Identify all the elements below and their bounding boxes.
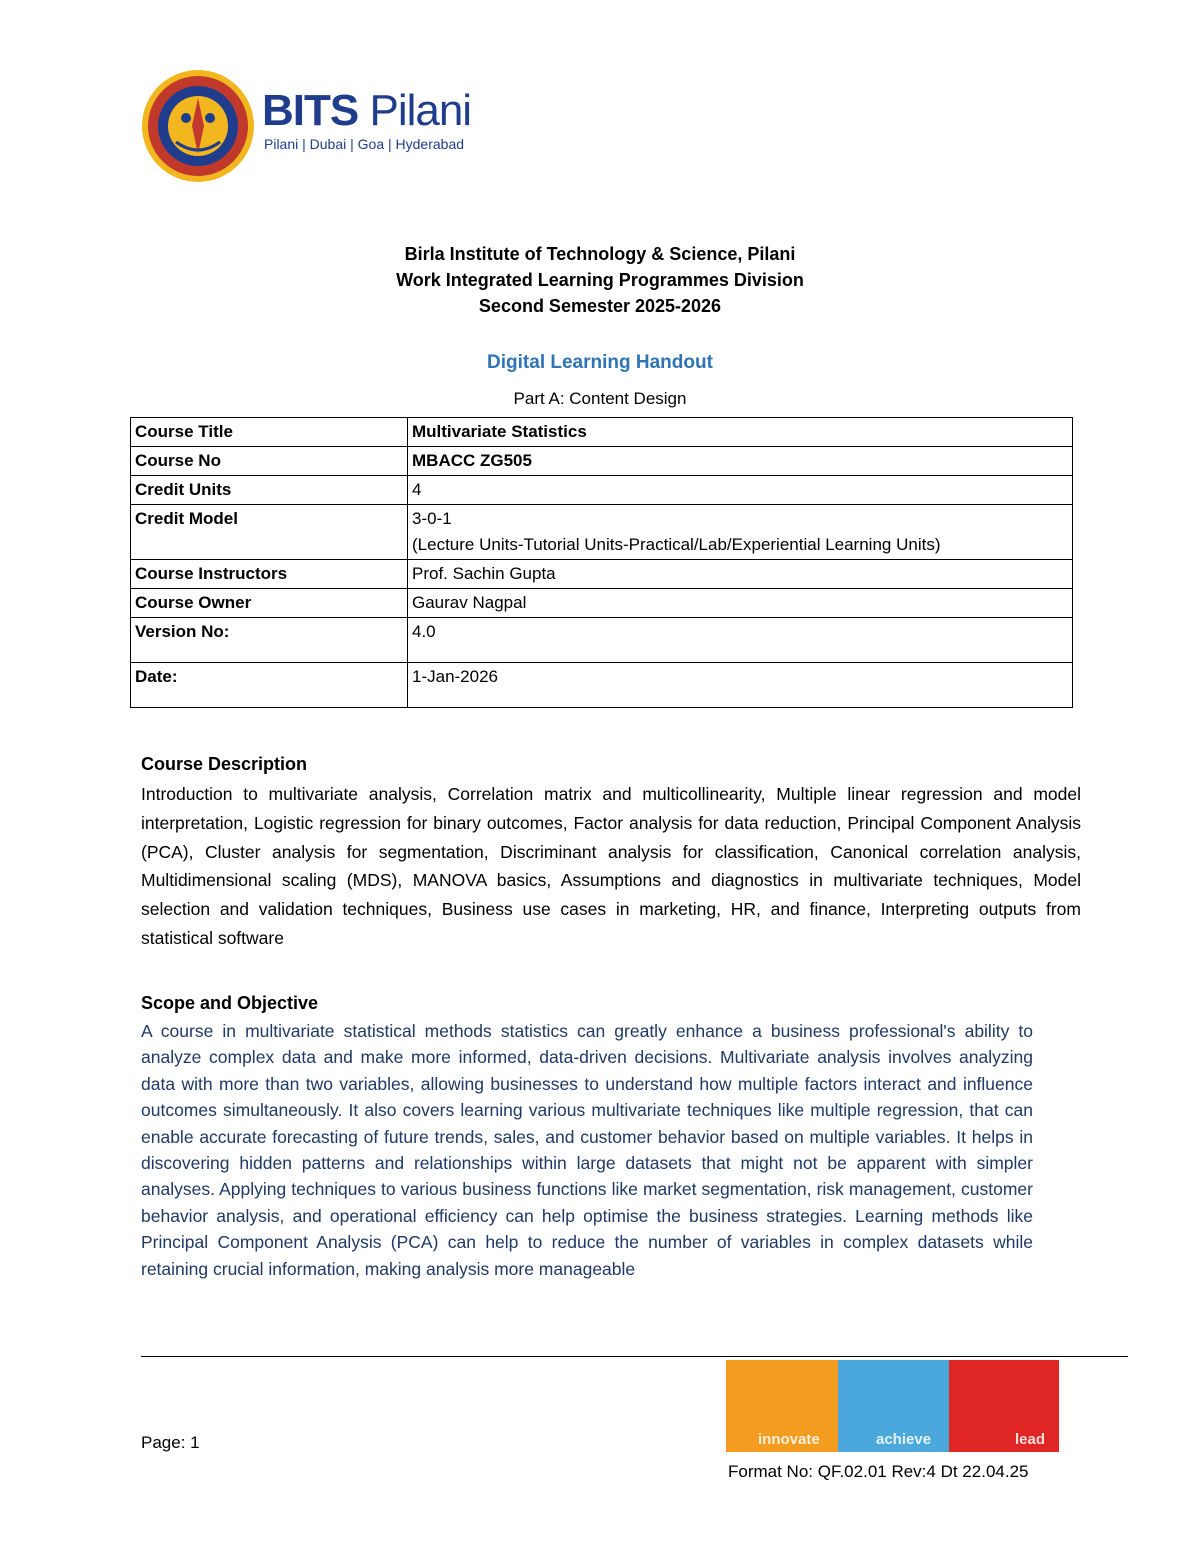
table-row	[131, 618, 1073, 663]
table-row	[131, 476, 1073, 505]
banner-label: innovate	[758, 1431, 820, 1448]
row-label: Credit Units	[131, 476, 408, 505]
banner-label: lead	[1015, 1431, 1046, 1448]
division-name: Work Integrated Learning Programmes Division	[396, 270, 804, 290]
table-row	[131, 589, 1073, 618]
row-value: Gaurav Nagpal	[408, 589, 1073, 618]
semester: Second Semester 2025-2026	[478, 296, 722, 316]
bits-seal-icon	[140, 68, 256, 184]
row-value: Prof. Sachin Gupta	[408, 560, 1073, 589]
row-label: Date:	[131, 663, 408, 708]
row-value: 4.0	[408, 618, 1073, 663]
institute-name: Birla Institute of Technology & Science, Pilani	[404, 244, 796, 264]
row-label: Course No	[131, 447, 408, 476]
footer-divider	[141, 1356, 1128, 1357]
row-label: Credit Model	[131, 505, 408, 560]
table-row	[131, 447, 1073, 476]
table-row	[131, 560, 1073, 589]
row-value: 4	[408, 476, 1073, 505]
table-row	[131, 505, 1073, 560]
campus-list: Pilani | Dubai | Goa | Hyderabad	[264, 136, 465, 152]
course-info-table	[130, 417, 1073, 708]
bits-logo	[140, 68, 480, 186]
footer-banner	[726, 1360, 1059, 1452]
table-row	[131, 418, 1073, 447]
scope-text: A course in multivariate statistical methods statistics can greatly enhance a business professional's ability to analyze complex data and make more informed, data-driven decisions. Multivariate analysis involves analyzing data with more than two variables, allowing businesses to understand how multiple factors interact and influence outcomes simultaneously. It also covers learning various multivariate techniques like multiple regression, that can enable accurate forecasting of future trends, sales, and customer behavior based on multiple variables. It helps in discovering hidden patterns and relationships within large datasets that might not be apparent with simpler analyses. Applying techniques to various business functions like market segmentation, risk management, customer behavior analysis, and operational efficiency can help optimise the business strategies. Learning methods like Principal Component Analysis (PCA) can help to reduce the number of variables in complex datasets while retaining crucial information, making analysis more manageable	[141, 1021, 1033, 1279]
row-label: Course Instructors	[131, 560, 408, 589]
row-label: Course Title	[131, 418, 408, 447]
row-value: MBACC ZG505	[408, 447, 1073, 476]
row-value: Multivariate Statistics	[408, 418, 1073, 447]
scope-title: Scope and Objective	[141, 993, 319, 1013]
brand-name: BITS Pilani	[262, 86, 472, 135]
row-label: Course Owner	[131, 589, 408, 618]
handout-title: Digital Learning Handout	[487, 352, 713, 373]
banner-label: achieve	[876, 1431, 932, 1448]
banner-achieve	[838, 1360, 949, 1452]
banner-innovate	[726, 1360, 838, 1452]
table-row	[131, 663, 1073, 708]
part-title: Part A: Content Design	[513, 389, 687, 408]
page-number: Page: 1	[141, 1433, 200, 1452]
course-description-text: Introduction to multivariate analysis, Correlation matrix and multicollinearity, Multiple linear regression and model interpretation, Logistic regression for binary outcomes, Factor analysis for data reduction, Principal Component Analysis (PCA), Cluster analysis for segmentation, Discriminant analysis for classification, Canonical correlation analysis, Multidimensional scaling (MDS), MANOVA basics, Assumptions and diagnostics in multivariate techniques, Model selection and validation techniques, Business use cases in marketing, HR, and finance, Interpreting outputs from statistical software	[141, 784, 1081, 948]
banner-lead	[949, 1360, 1059, 1452]
row-value: 1-Jan-2026	[408, 663, 1073, 708]
row-value	[408, 505, 1073, 560]
course-description-title: Course Description	[141, 754, 308, 774]
row-label: Version No:	[131, 618, 408, 663]
credit-model-value: 3-0-1	[412, 509, 452, 528]
credit-model-explanation: (Lecture Units-Tutorial Units-Practical/Lab/Experiential Learning Units)	[412, 535, 941, 554]
format-number: Format No: QF.02.01 Rev:4 Dt 22.04.25	[728, 1462, 1029, 1481]
